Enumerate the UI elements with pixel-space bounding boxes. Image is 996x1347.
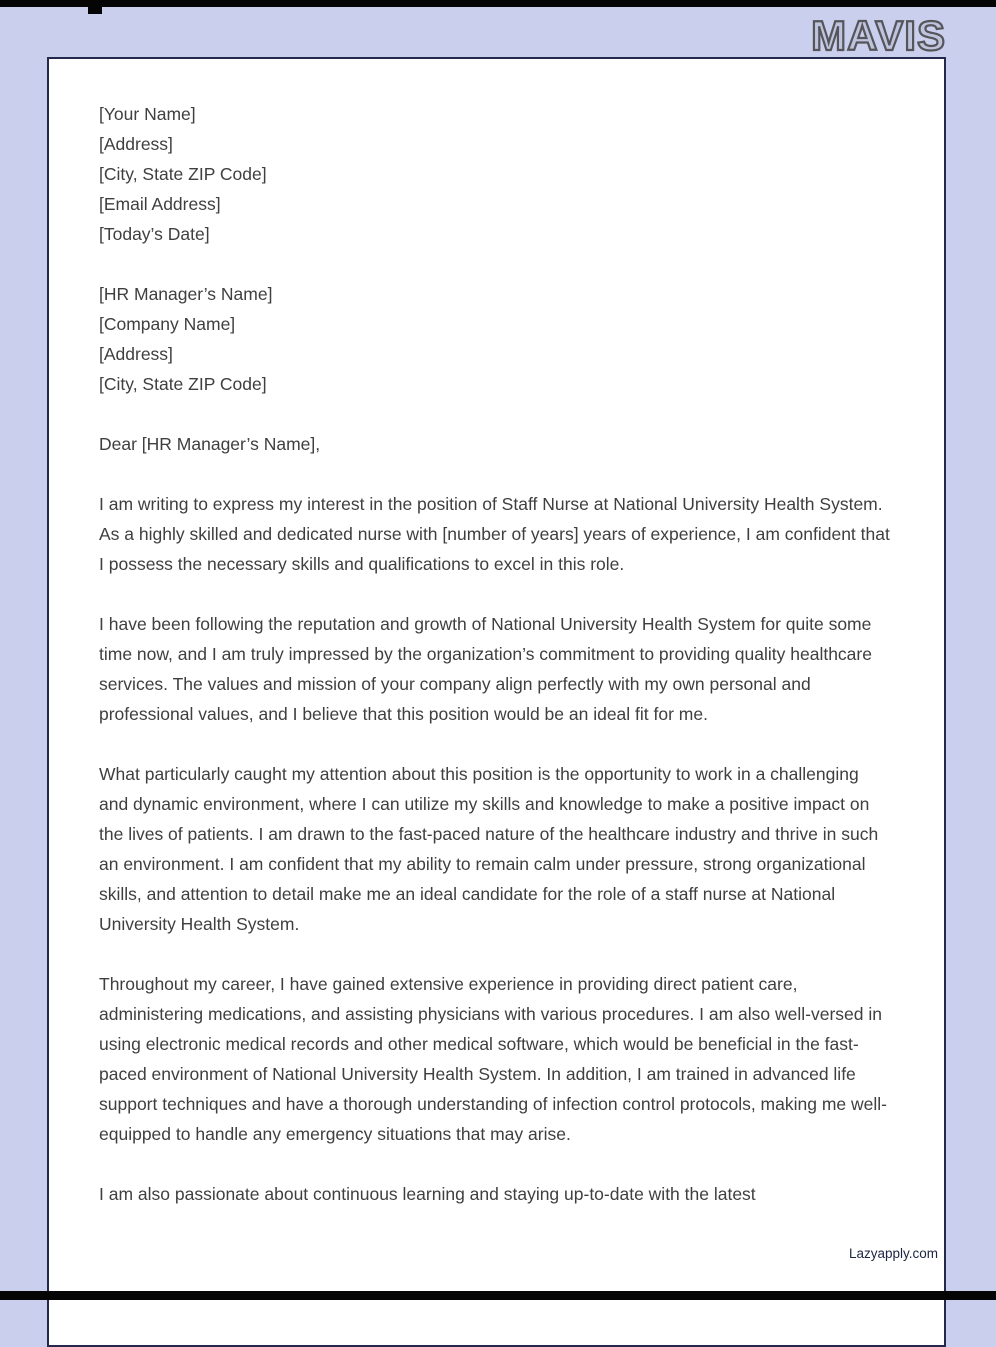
- sender-city-line: [City, State ZIP Code]: [99, 164, 267, 184]
- sender-address-block: [99, 99, 892, 249]
- salutation: Dear [HR Manager’s Name],: [99, 434, 321, 454]
- lazyapply-watermark: Lazyapply.com: [848, 1246, 938, 1261]
- paragraph-position-appeal: What particularly caught my attention about this position is the opportunity to work in a challenging and dynamic environment, where I can utilize my skills and knowledge to make a positive impact on the lives of patients. I am drawn to the fast-paced nature of the healthcare industry and thrive in such an environment. I am confident that my ability to remain calm under pressure, strong organizational skills, and attention to detail make me an ideal candidate for the role of a staff nurse at National University Health System.: [99, 764, 879, 934]
- letter-page: [47, 57, 946, 1347]
- mavis-logo: MAVIS: [811, 12, 946, 59]
- paragraph-company-reputation: I have been following the reputation and growth of National University Health System for quite some time now, and I am truly impressed by the organization’s commitment to providing quality healthcare services. The values and mission of your company align perfectly with my own personal and professional values, and I believe that this position would be an ideal fit for me.: [99, 614, 872, 724]
- letter-content: [49, 59, 944, 1209]
- recipient-address-line: [Address]: [99, 344, 173, 364]
- paragraph-continuous-learning: I am also passionate about continuous learning and staying up-to-date with the latest: [99, 1184, 756, 1204]
- paragraph-intro: I am writing to express my interest in the position of Staff Nurse at National University Health System. As a highly skilled and dedicated nurse with [number of years] years of experience, I am confident that I possess the necessary skills and qualifications to excel in this role.: [99, 494, 890, 574]
- recipient-name-line: [HR Manager’s Name]: [99, 284, 273, 304]
- frame-top-bar: [0, 0, 996, 7]
- frame-bottom-bar: [0, 1291, 996, 1300]
- sender-date-line: [Today’s Date]: [99, 224, 210, 244]
- recipient-city-line: [City, State ZIP Code]: [99, 374, 267, 394]
- recipient-address-block: [99, 279, 892, 399]
- paragraph-experience: Throughout my career, I have gained extensive experience in providing direct patient care, administering medications, and assisting physicians with various procedures. I am also well-versed in using electronic medical records and other medical software, which would be beneficial in the fast-paced environment of National University Health System. In addition, I am trained in advanced life support techniques and have a thorough understanding of infection control protocols, making me well-equipped to handle any emergency situations that may arise.: [99, 974, 887, 1144]
- recipient-company-line: [Company Name]: [99, 314, 236, 334]
- sender-email-line: [Email Address]: [99, 194, 221, 214]
- frame-corner-notch: [88, 0, 102, 14]
- sender-name-line: [Your Name]: [99, 104, 196, 124]
- sender-address-line: [Address]: [99, 134, 173, 154]
